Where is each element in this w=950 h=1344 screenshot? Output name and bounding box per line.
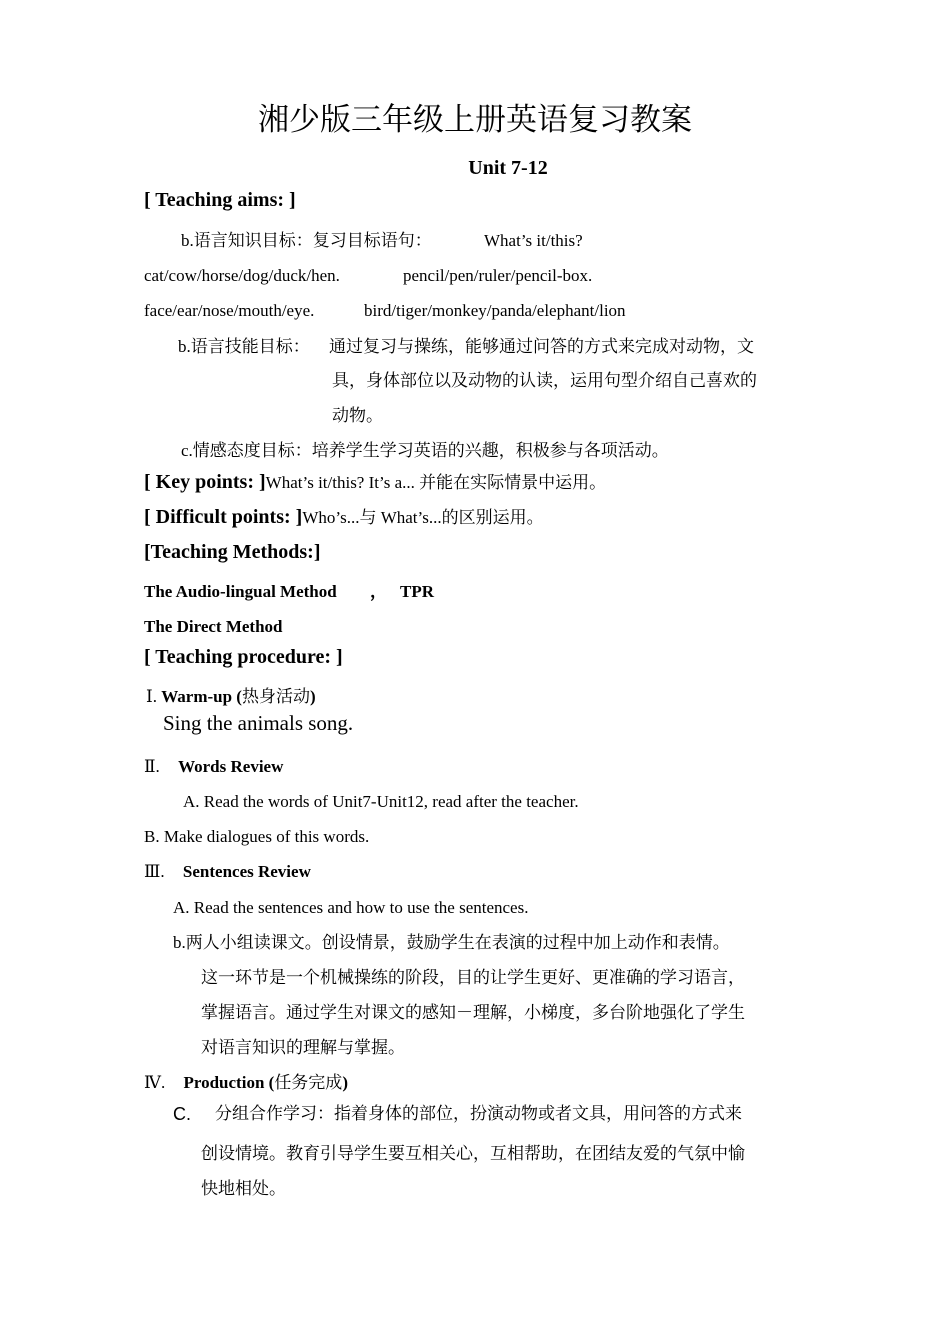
production-c-line3: 快地相处。 [201, 1179, 286, 1198]
key-points-text: What’s it/this? It’s a... 并能在实际情景中运用。 [265, 473, 607, 492]
animal-words-2: bird/tiger/monkey/panda/elephant/lion [364, 301, 626, 320]
section-number: Ⅲ. [144, 862, 165, 881]
language-skill-text-1: 通过复习与操练，能够通过问答的方式来完成对动物，文 [329, 337, 754, 356]
section-production [144, 1072, 348, 1094]
section-title: Warm-up ( [161, 687, 242, 706]
section-title: Words Review [178, 757, 284, 776]
section-title-close: ) [342, 1073, 348, 1092]
teaching-methods-heading: [Teaching Methods:] [144, 541, 321, 563]
key-points-label: [ Key points: ] [144, 471, 266, 493]
language-skill-label: b.语言技能目标： [178, 337, 310, 356]
teaching-aims-heading: [ Teaching aims: ] [144, 189, 296, 211]
body-part-words: face/ear/nose/mouth/eye. [144, 301, 315, 320]
sentences-review-b-line4: 对语言知识的理解与掌握。 [201, 1038, 405, 1057]
section-number: Ⅰ. [146, 687, 157, 706]
section-number: Ⅱ. [144, 757, 160, 776]
words-review-b: B. Make dialogues of this words. [144, 827, 370, 846]
method-audio-lingual: The Audio-lingual Method [144, 582, 337, 601]
language-skill-text-2: 具，身体部位以及动物的认读，运用句型介绍自己喜欢的 [332, 371, 757, 390]
section-title: Production ( [183, 1073, 275, 1092]
key-points [144, 471, 606, 494]
method-tpr: TPR [400, 582, 434, 601]
section-title-cn: 任务完成 [274, 1073, 343, 1092]
production-c-line2: 创设情境。教育引导学生要互相关心，互相帮助，在团结友爱的气氛中愉 [201, 1144, 745, 1163]
language-knowledge-label: b.语言知识目标：复习目标语句： [181, 231, 432, 250]
animal-words: cat/cow/horse/dog/duck/hen. [144, 266, 340, 285]
words-review-a: A. Read the words of Unit7-Unit12, read after the teacher. [183, 792, 579, 811]
section-number: Ⅳ. [144, 1073, 166, 1092]
difficult-points-text: Who’s...与 What’s...的区别运用。 [302, 508, 544, 527]
production-c-line1: 分组合作学习：指着身体的部位，扮演动物或者文具，用问答的方式来 [215, 1104, 742, 1123]
warm-up-text: Sing the animals song. [163, 711, 354, 735]
section-title-close: ) [309, 687, 316, 706]
sentences-review-b-line1: b.两人小组读课文。创设情景，鼓励学生在表演的过程中加上动作和表情。 [173, 933, 730, 952]
difficult-points-label: [ Difficult points: ] [144, 506, 303, 528]
document-subtitle: Unit 7-12 [468, 157, 548, 179]
method-separator: ， [370, 582, 387, 601]
difficult-points [144, 506, 544, 529]
document-title: 湘少版三年级上册英语复习教案 [258, 102, 692, 137]
language-skill-text-3: 动物。 [332, 406, 383, 425]
section-title: Sentences Review [182, 862, 311, 881]
sentences-review-b-line2: 这一环节是一个机械操练的阶段，目的让学生更好、更准确的学习语言， [201, 968, 745, 987]
section-title-cn: 热身活动 [241, 687, 310, 706]
section-sentences-review [144, 861, 311, 883]
production-c-label: C. [173, 1104, 191, 1124]
sentences-review-b-line3: 掌握语言。通过学生对课文的感知－理解，小梯度，多台阶地强化了学生 [201, 1003, 745, 1022]
language-knowledge-sentence: What’s it/this? [484, 231, 583, 250]
stationery-words: pencil/pen/ruler/pencil-box. [403, 266, 593, 285]
emotion-goal: c.情感态度目标：培养学生学习英语的兴趣，积极参与各项活动。 [181, 441, 669, 460]
method-direct: The Direct Method [144, 617, 283, 636]
teaching-procedure-heading: [ Teaching procedure: ] [144, 646, 343, 668]
section-words-review [144, 756, 283, 778]
sentences-review-a: A. Read the sentences and how to use the sentences. [173, 898, 529, 917]
section-warm-up [146, 686, 316, 708]
